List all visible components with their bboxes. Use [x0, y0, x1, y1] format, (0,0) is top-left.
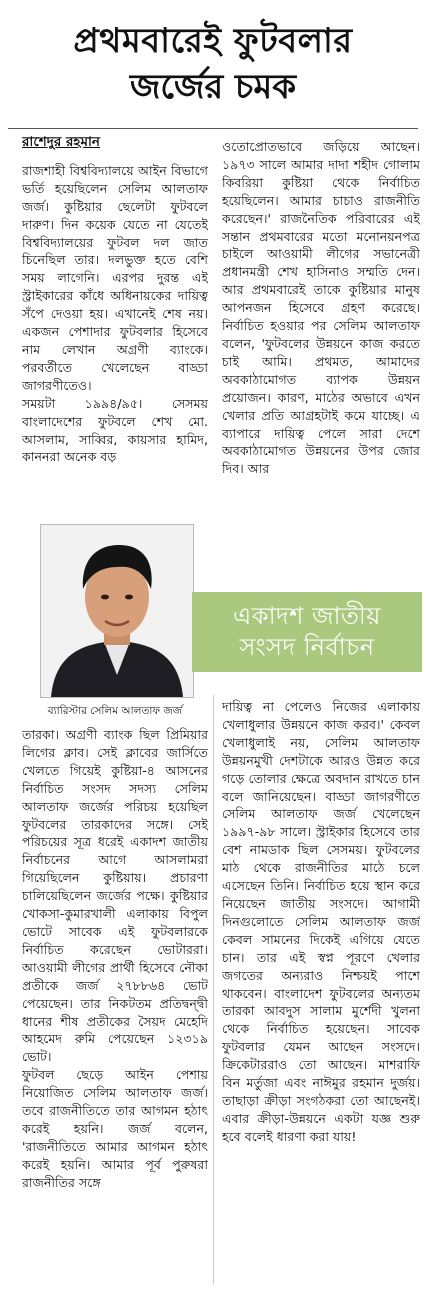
photo-caption: ব্যারিস্টার সেলিম আলতাফ জর্জ [47, 705, 183, 717]
banner-line-1: একাদশ জাতীয় [233, 602, 381, 630]
column-left-top [22, 134, 208, 520]
byline: রাশেদুর রহমান [22, 134, 100, 150]
column-divider [213, 695, 214, 1285]
column-right-top [222, 138, 420, 588]
banner-line-2: সংসদ নির্বাচন [239, 633, 375, 661]
column-right-bottom [222, 698, 420, 1286]
paragraph: দায়িত্ব না পেলেও নিজের এলাকায় খেলাধুলার উন্নয়নে কাজ করব।' কেবল খেলাধুলাই নয়, সেলিম আলতাফ উন্নয়নমুখী দেশটাকে আরও উন্নত করে গড়ে তোলার ক্ষেত্রে অবদান রাখতে চান বলে জানিয়েছেন। বাড্ডা জাগরণীতে সেলিম আলতাফ জর্জ খেলেছেন ১৯৯৭-৯৮ সালে। স্ট্রাইকার হিসেবে তার বেশ নামডাক ছিল সেসময়। ফুটবলের মাঠ থেকে রাজনীতির মাঠে চলে এসেছেন তিনি। নির্বাচিত হয়ে স্থান করে নিয়েছেন জাতীয় সংসদে। আগামী দিনগুলোতে সেলিম আলতাফ জর্জ কেবল সামনের দিকেই এগিয়ে যেতে চান। তার এই স্বপ্ন পূরণে খেলার জগতের অন্যরাও নিশ্চয়ই পাশে থাকবেন। বাংলাদেশ ফুটবলের অন্যতম তারকা আবদুস সালাম মুর্শেদী খুলনা থেকে নির্বাচিত হয়েছেন। সাবেক ফুটবলার যেমন আছেন সংসদে। ক্রিকেটাররাও তো আছেন। মাশরাফি বিন মর্তুজা এবং নাঈমুর রহমান দুর্জয়। তাছাড়া ক্রীড়া সংগঠকরা তো আছেনই। এবার ক্রীড়া-উন্নয়নে একটা যজ্ঞ শুরু হবে বলেই ধারণা করা যায়! [222, 699, 420, 1144]
headline-rule [8, 128, 418, 129]
paragraph: সময়টা ১৯৯৪/৯৫। সেসময় বাংলাদেশের ফুটবলে শেখ মো. আসলাম, সাব্বির, কায়সার হামিদ, কাননরা অনেক বড় [22, 395, 208, 465]
headline-line-2: জর্জের চমক [129, 67, 297, 107]
portrait-icon [41, 525, 193, 697]
paragraph: রাজশাহী বিশ্ববিদ্যালয়ে আইন বিভাগে ভর্তি হয়েছিলেন সেলিম আলতাফ জর্জ। কুষ্টিয়ার ছেলেটা ফুটবলে দারুণ। দিন কয়েক যেতে না যেতেই বিশ্ববিদ্যালয়ের ফুটবল দল জাত চিনেছিল তার। দলভুক্ত হতে বেশি সময় লাগেনি। এরপর দুরন্ত এই স্ট্রাইকারের কাঁধে অধিনায়কের দায়িত্ব সঁপে দেওয়া হয়। এখানেই শেষ নয়। একজন পেশাদার ফুটবলার হিসেবে নাম লেখান অগ্রণী ব্যাংকে। পরবর্তীতে খেলেছেন বাড্ডা জাগরণীতেও। [22, 162, 208, 393]
headline [6, 4, 420, 126]
paragraph: ওতোপ্রোতভাবে জড়িয়ে আছেন। ১৯৭৩ সালে আমার দাদা শহীদ গোলাম কিবরিয়া কুষ্টিয়া থেকে নির্বাচিত হয়েছিলেন। আমার চাচাও রাজনীতি করেছেন।' রাজনৈতিক পরিবারের এই সন্তান প্রথমবারের মতো মনোনয়নপত্র চাইলে আওয়ামী লীগের সভানেত্রী প্রধানমন্ত্রী শেখ হাসিনাও সম্মতি দেন। আর প্রথমবারেই তাকে কুষ্টিয়ার মানুষ আপনজন হিসেবে গ্রহণ করেছে। নির্বাচিত হওয়ার পর সেলিম আলতাফ বলেন, 'ফুটবলের উন্নয়নে কাজ করতে চাই আমি। প্রথমত, আমাদের অবকাঠামোগত ব্যাপক উন্নয়ন প্রয়োজন। কারণ, মাঠের অভাবে এখন খেলার প্রতি আগ্রহটাই কমে যাচ্ছে। এ ব্যাপারে দায়িত্ব পেলে সারা দেশে অবকাঠামোগত উন্নয়নের উপর জোর দিব। আর [222, 139, 420, 477]
column-left-bottom [22, 726, 208, 1286]
portrait-photo [40, 524, 194, 698]
paragraph: তারকা। অগ্রণী ব্যাংক ছিল প্রিমিয়ার লিগের ক্লাব। সেই ক্লাবের জার্সিতে খেলতে গিয়েই কুষ্টিয়া-৪ আসনের নির্বাচিত সংসদ সদস্য সেলিম আলতাফ জর্জের পরিচয় হয়েছিল ফুটবলের তারকাদের সঙ্গে। সেই পরিচয়ের সূত্র ধরেই একাদশ জাতীয় নির্বাচনের আগে আসলামরা গিয়েছিলেন কুষ্টিয়ায়। প্রচারণা চালিয়েছিলেন জর্জের পক্ষে। কুষ্টিয়ার খোকসা-কুমারখালী এলাকায় বিপুল ভোটে সাবেক এই ফুটবলারকে নির্বাচিত করেছেন ভোটাররা। আওয়ামী লীগের প্রার্থী হিসেবে নৌকা প্রতীকে জর্জ ২৭৮৮৬৪ ভোট পেয়েছেন। তার নিকটতম প্রতিদ্বন্দ্বী ধানের শীষ প্রতীকের সৈয়দ মেহেদি আহমেদ রুমি পেয়েছেন ১২৩১৯ ভোট। [22, 727, 208, 1065]
election-banner [192, 592, 422, 672]
headline-line-1: প্রথমবারেই ফুটবলার [73, 21, 353, 61]
paragraph: ফুটবল ছেড়ে আইন পেশায় নিয়োজিত সেলিম আলতাফ জর্জ। তবে রাজনীতিতে তার আগমন হঠাৎ করেই হয়নি। জর্জ বলেন, 'রাজনীতিতে আমার আগমন হঠাৎ করেই হয়নি। আমার পূর্ব পুরুষরা রাজনীতির সঙ্গে [22, 1067, 208, 1190]
